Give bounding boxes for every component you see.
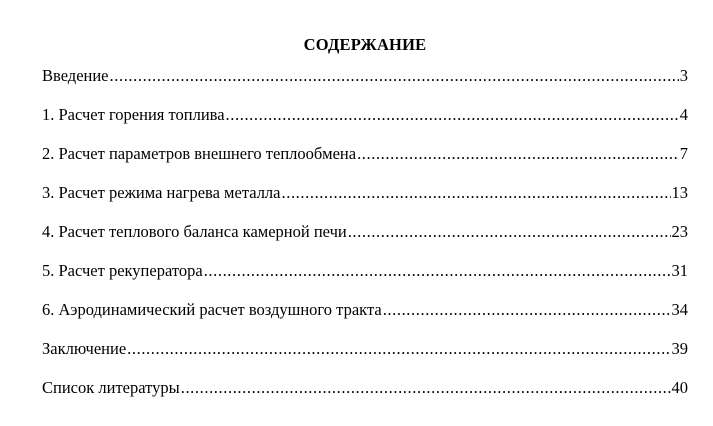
toc-entry-label: 5. Расчет рекуператора <box>42 261 203 280</box>
toc-entry-page-number: 23 <box>671 222 688 241</box>
toc-entry-label: 2. Расчет параметров внешнего теплообмена <box>42 144 357 163</box>
dot-leader <box>226 105 679 125</box>
dot-leader <box>348 222 671 242</box>
toc-entry-label: 3. Расчет режима нагрева металла <box>42 183 281 202</box>
toc-entry-page-number: 4 <box>679 105 688 124</box>
dot-leader <box>357 144 679 164</box>
toc-entry-metal-heating[interactable] <box>42 183 688 222</box>
toc-entry-label: Список литературы <box>42 378 180 397</box>
dot-leader <box>127 339 670 359</box>
toc-entry-page-number: 13 <box>671 183 688 202</box>
dot-leader <box>204 261 671 281</box>
toc-entry-page-number: 7 <box>679 144 688 163</box>
toc-title: СОДЕРЖАНИЕ <box>303 35 427 54</box>
toc-entry-page-number: 34 <box>671 300 688 319</box>
toc-entry-page-number: 40 <box>671 378 688 397</box>
toc-entry-references[interactable] <box>42 378 688 417</box>
dot-leader <box>383 300 671 320</box>
toc-entry-label: Заключение <box>42 339 127 358</box>
toc-entry-label: 1. Расчет горения топлива <box>42 105 225 124</box>
toc-entry-label: 4. Расчет теплового баланса камерной печи <box>42 222 347 241</box>
dot-leader <box>110 66 679 86</box>
toc-entry-aerodynamic-calculation[interactable] <box>42 300 688 339</box>
toc-entry-page-number: 39 <box>671 339 688 358</box>
toc-entry-label: 6. Аэродинамический расчет воздушного тракта <box>42 300 382 319</box>
toc-entry-conclusion[interactable] <box>42 339 688 378</box>
toc-entry-page-number: 31 <box>671 261 688 280</box>
toc-entry-heat-balance[interactable] <box>42 222 688 261</box>
dot-leader <box>282 183 671 203</box>
toc-entry-label: Введение <box>42 66 109 85</box>
toc-entry-recuperator[interactable] <box>42 261 688 300</box>
toc-entry-introduction[interactable] <box>42 66 688 105</box>
toc-entry-fuel-combustion[interactable] <box>42 105 688 144</box>
toc-entry-external-heat-exchange[interactable] <box>42 144 688 183</box>
dot-leader <box>181 378 671 398</box>
toc-entry-page-number: 3 <box>679 66 688 85</box>
table-of-contents <box>42 66 688 417</box>
